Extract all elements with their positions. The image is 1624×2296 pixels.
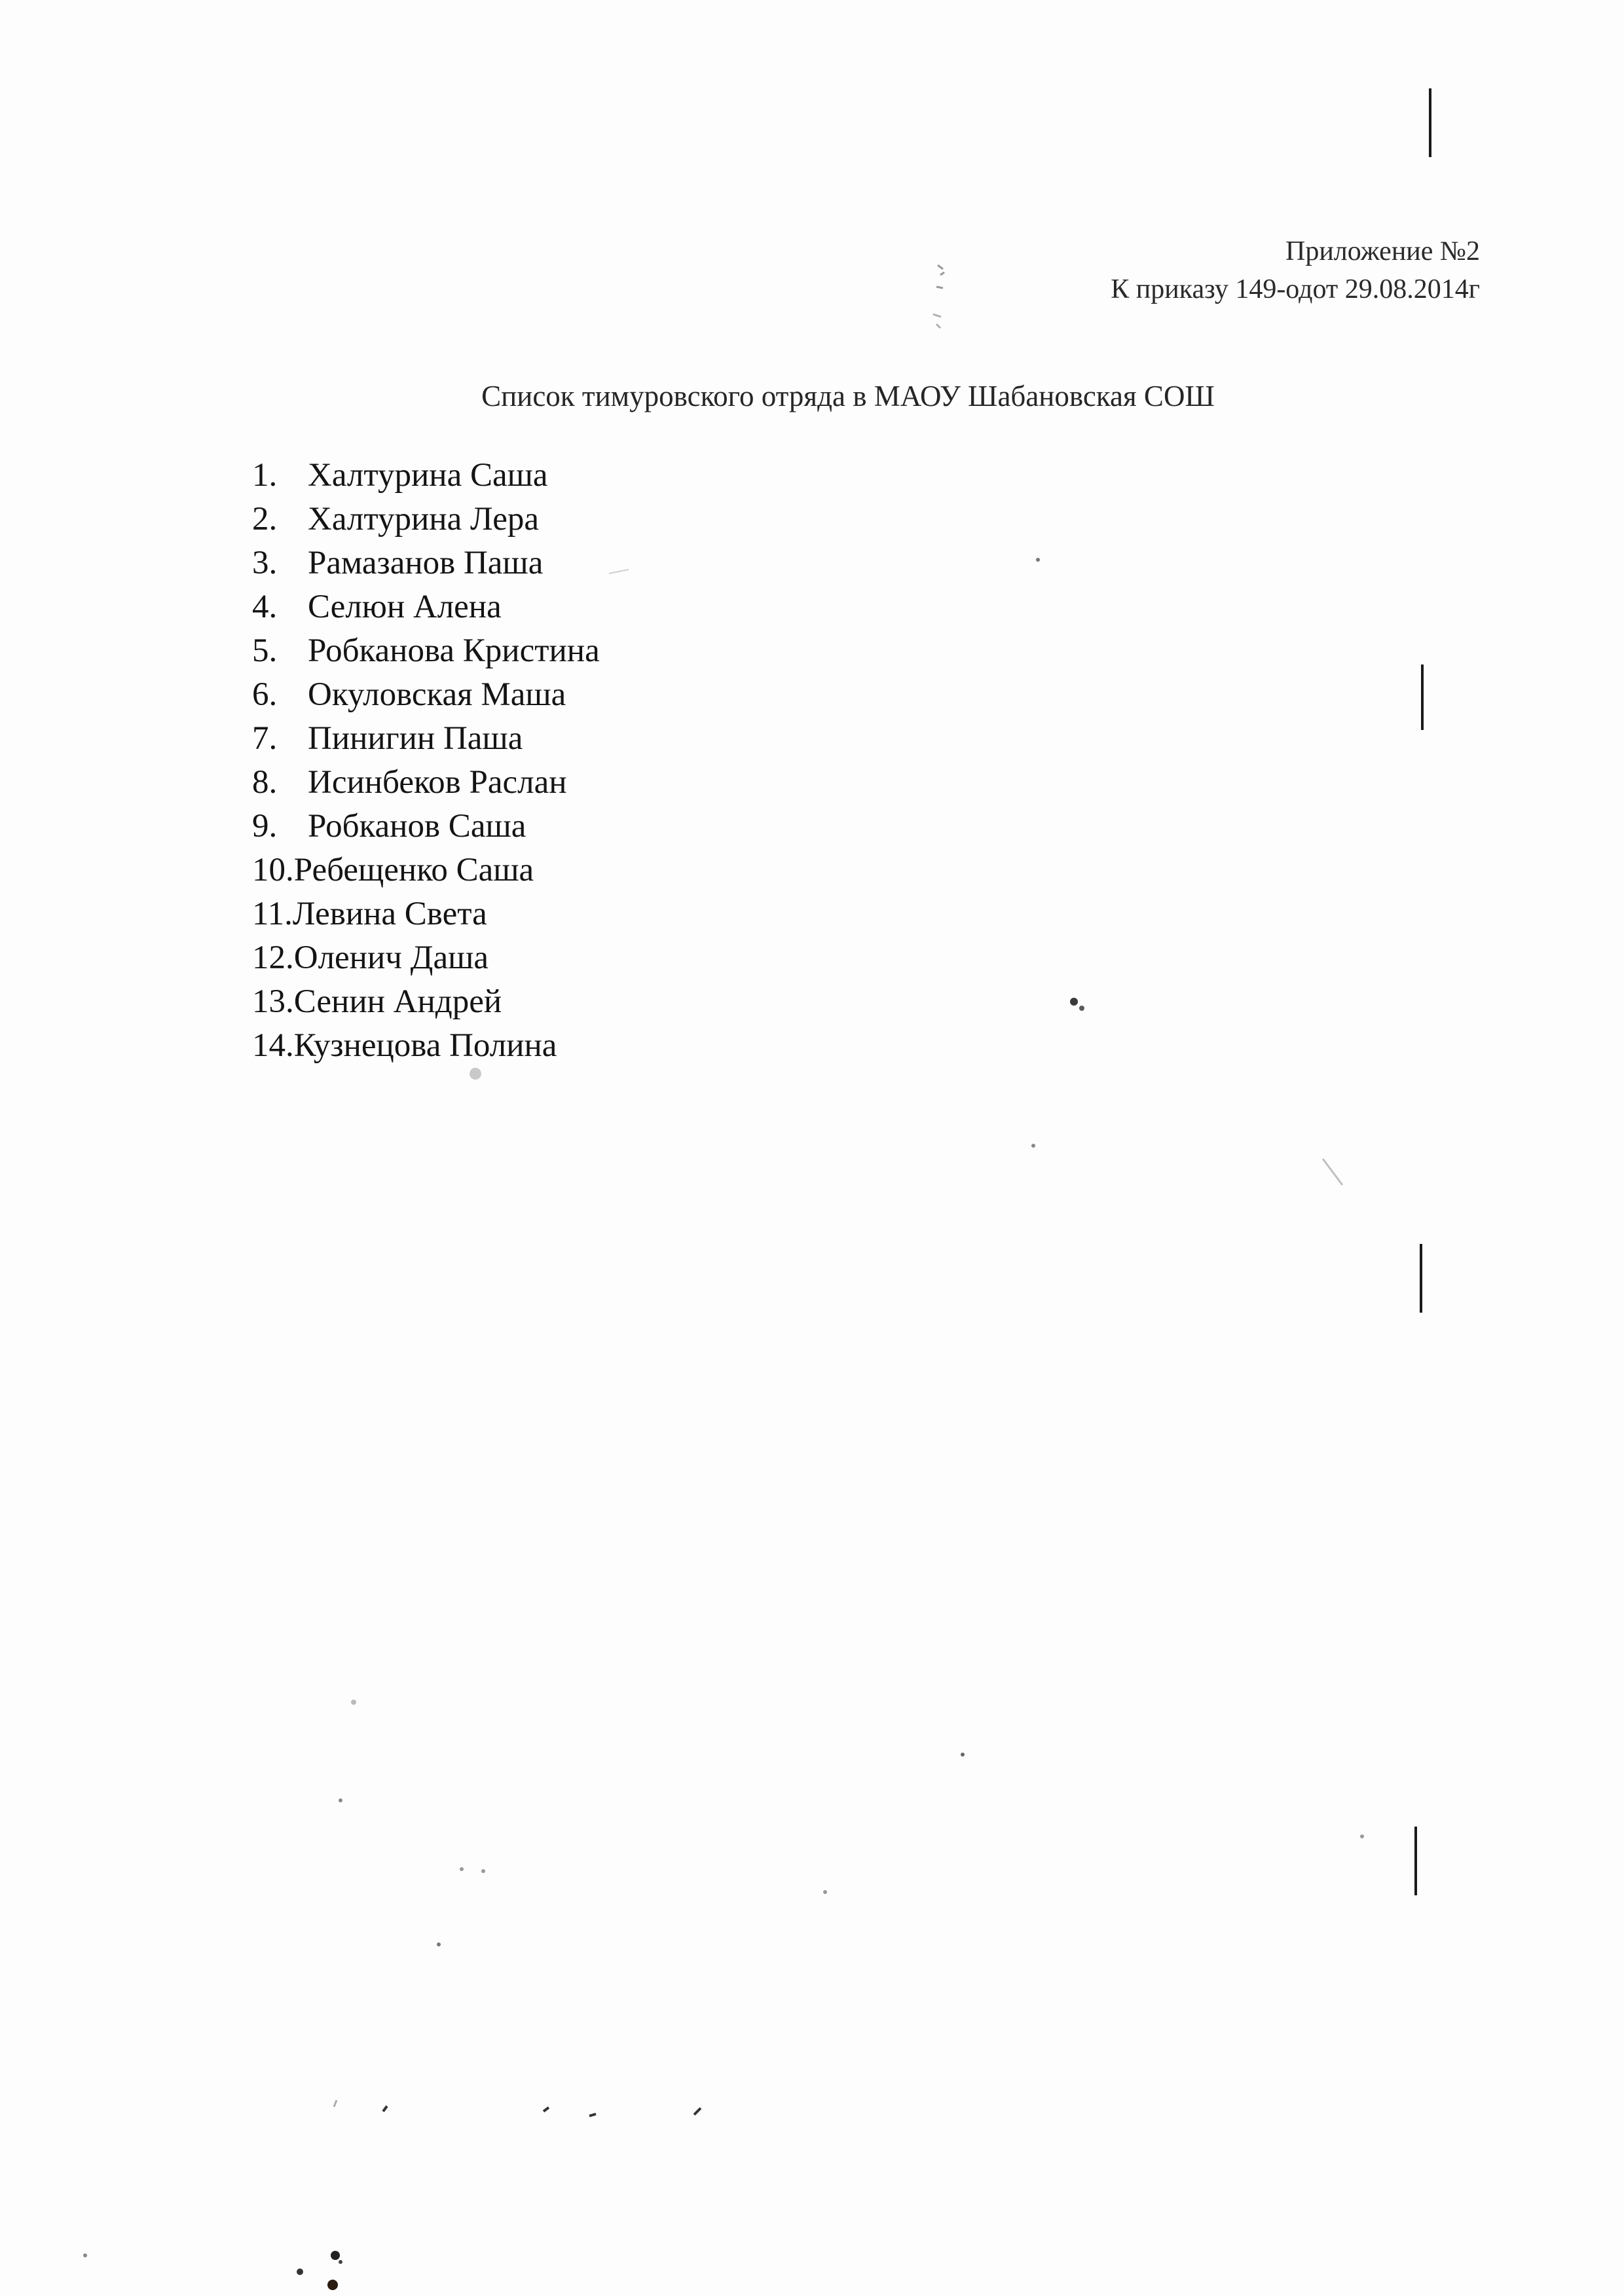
binder-mark — [1414, 1827, 1417, 1895]
scratch — [334, 2100, 337, 2107]
document-header — [1111, 232, 1480, 308]
item-number: 12. — [252, 939, 294, 976]
item-name: Кузнецова Полина — [293, 1027, 557, 1064]
item-name: Исинбеков Раслан — [308, 764, 567, 801]
list-item — [252, 629, 600, 673]
appendix-label: Приложение №2 — [1285, 236, 1480, 266]
item-number: 5. — [252, 632, 278, 669]
speck — [327, 2280, 338, 2290]
list-item — [252, 1024, 600, 1068]
binder-mark — [1421, 665, 1424, 730]
item-number: 14. — [252, 1027, 294, 1064]
speck — [1036, 558, 1040, 562]
speck — [437, 1942, 441, 1946]
list-item — [252, 761, 600, 805]
item-number: 8. — [252, 764, 278, 801]
speck — [339, 1798, 342, 1802]
item-name: Робканова Кристина — [308, 632, 600, 669]
list-item — [252, 585, 600, 629]
binder-mark — [1420, 1244, 1422, 1313]
list-item — [252, 980, 600, 1024]
item-name: Робканов Саша — [308, 808, 526, 845]
item-number: 7. — [252, 720, 278, 757]
list-item — [252, 541, 600, 585]
item-name: Левина Света — [292, 896, 487, 932]
item-name: Ребещенко Саша — [293, 852, 534, 888]
item-number: 10. — [252, 852, 294, 888]
speck — [351, 1700, 356, 1705]
item-number: 2. — [252, 501, 278, 538]
speck — [460, 1867, 464, 1871]
item-name: Сенин Андрей — [293, 983, 502, 1020]
speck — [83, 2253, 87, 2257]
binder-mark — [1429, 88, 1431, 157]
item-number: 6. — [252, 676, 278, 713]
speck — [1070, 998, 1078, 1006]
list-item — [252, 936, 600, 980]
list-item — [252, 673, 600, 717]
item-name: Халтурина Саша — [308, 457, 548, 494]
speck — [339, 2260, 342, 2264]
speck — [1360, 1834, 1364, 1838]
item-name: Окуловская Маша — [308, 676, 566, 713]
order-reference: К приказу 149-одот 29.08.2014г — [1111, 274, 1480, 304]
list-item — [252, 498, 600, 541]
item-name: Рамазанов Паша — [308, 545, 544, 581]
scratch — [1323, 1159, 1342, 1185]
list-item — [252, 892, 600, 936]
speck — [470, 1068, 481, 1080]
item-number: 1. — [252, 457, 278, 494]
document-title: Список тимуровского отряда в МАОУ Шабановская СОШ — [481, 380, 1215, 412]
list-item — [252, 454, 600, 498]
item-name: Оленич Даша — [293, 939, 489, 976]
speck — [297, 2269, 303, 2275]
speck — [823, 1890, 827, 1894]
list-item — [252, 805, 600, 848]
member-list — [252, 454, 600, 1068]
item-number: 13. — [252, 983, 294, 1020]
item-name: Селюн Алена — [308, 589, 502, 625]
item-number: 11. — [252, 896, 293, 932]
list-item — [252, 848, 600, 892]
scratch — [609, 570, 629, 574]
speck — [1079, 1006, 1084, 1011]
smudge — [933, 314, 941, 328]
list-item — [252, 717, 600, 761]
item-number: 9. — [252, 808, 278, 845]
smudge — [936, 265, 944, 288]
speck — [481, 1869, 485, 1873]
speck — [961, 1753, 965, 1757]
item-number: 4. — [252, 589, 278, 625]
item-number: 3. — [252, 545, 278, 581]
speck — [331, 2251, 340, 2260]
scratch — [383, 2106, 701, 2116]
item-name: Халтурина Лера — [308, 501, 539, 538]
speck — [1031, 1144, 1035, 1148]
item-name: Пинигин Паша — [308, 720, 523, 757]
